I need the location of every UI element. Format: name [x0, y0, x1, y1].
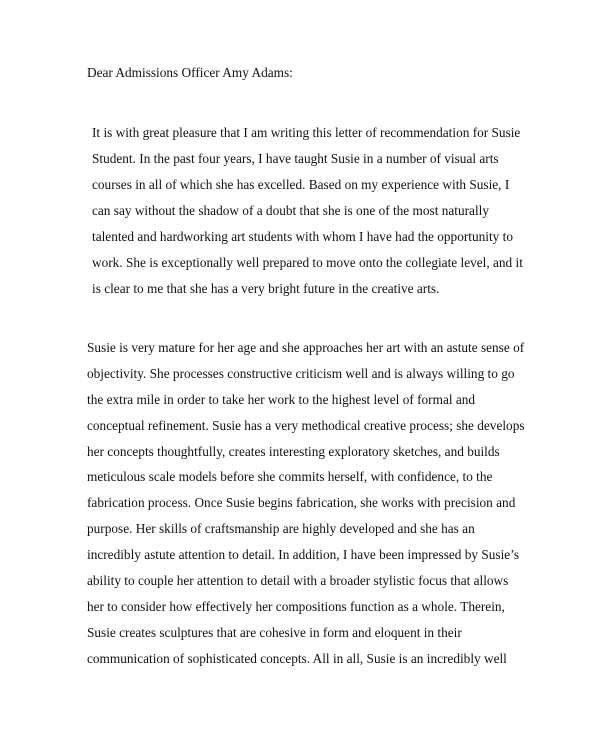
paragraph-line: talented and hardworking art students with whom I have had the opportunity to [92, 229, 513, 244]
paragraph-line: her to consider how effectively her compositions function as a whole. Therein, [87, 598, 505, 614]
paragraph-line: ability to couple her attention to detail with a broader stylistic focus that allows [87, 573, 509, 589]
paragraph-line: It is with great pleasure that I am writing this letter of recommendation for Susie [92, 125, 521, 140]
paragraph-student-qualities [87, 335, 525, 672]
paragraph-line: her concepts thoughtfully, creates interesting exploratory sketches, and builds [87, 443, 500, 459]
paragraph-line: can say without the shadow of a doubt that she is one of the most naturally [92, 203, 489, 218]
paragraph-line: Susie creates sculptures that are cohesive in form and eloquent in their [87, 624, 462, 640]
paragraph-recommendation-intro [92, 120, 523, 302]
paragraph-line: Student. In the past four years, I have taught Susie in a number of visual arts [92, 151, 499, 166]
paragraph-line: objectivity. She processes constructive criticism well and is always willing to go [87, 365, 515, 381]
paragraph-line: purpose. Her skills of craftsmanship are highly developed and she has an [87, 521, 475, 537]
paragraph-line: meticulous scale models before she commits herself, with confidence, to the [87, 469, 493, 485]
paragraph-line: the extra mile in order to take her work to the highest level of formal and [87, 391, 476, 407]
paragraph-line: Susie is very mature for her age and she approaches her art with an astute sense of [87, 340, 525, 355]
paragraph-line: is clear to me that she has a very bright future in the creative arts. [92, 281, 440, 296]
paragraph-line: work. She is exceptionally well prepared to move onto the collegiate level, and it [92, 255, 523, 270]
paragraph-line: incredibly astute attention to detail. In addition, I have been impressed by Susie’s [87, 547, 520, 563]
salutation: Dear Admissions Officer Amy Adams: [87, 65, 293, 80]
paragraph-line: conceptual refinement. Susie has a very methodical creative process; she develops [87, 417, 525, 433]
paragraph-line: courses in all of which she has excelled. Based on my experience with Susie, I [92, 177, 510, 192]
paragraph-line: communication of sophisticated concepts. All in all, Susie is an incredibly well [87, 650, 507, 666]
paragraph-line: fabrication process. Once Susie begins fabrication, she works with precision and [87, 495, 516, 511]
